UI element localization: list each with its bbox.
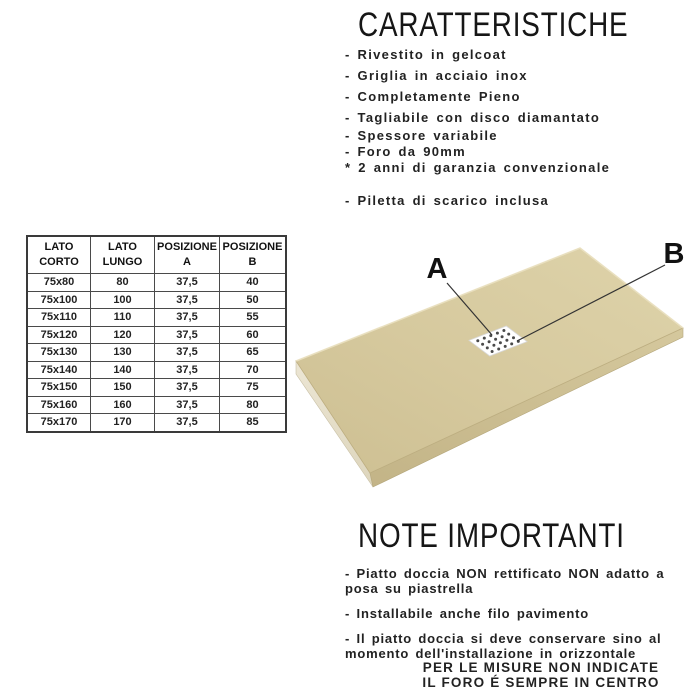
feature-item: - Spessore variabile <box>345 128 498 143</box>
footer-note-line1: PER LE MISURE NON INDICATE <box>422 660 660 675</box>
footer-note <box>385 660 697 690</box>
table-row: 75x150 150 37,5 75 <box>27 379 286 397</box>
table-header-row <box>27 236 286 274</box>
label-b: B <box>663 238 685 270</box>
table-row: 75x130 130 37,5 65 <box>27 344 286 362</box>
shower-tray-diagram <box>270 233 700 510</box>
feature-item: - Tagliabile con disco diamantato <box>345 110 601 125</box>
col-header-lato-corto: LATO CORTO <box>27 236 91 274</box>
note-importanti-title: NOTE IMPORTANTI <box>358 517 625 555</box>
table-row: 75x100 100 37,5 50 <box>27 291 286 309</box>
note-item: - Piatto doccia NON rettificato NON adatto a posa su piastrella <box>345 566 665 596</box>
note-importanti-list <box>345 566 699 671</box>
table-row: 75x120 120 37,5 60 <box>27 326 286 344</box>
feature-item: - Completamente Pieno <box>345 89 521 104</box>
note-item: - Installabile anche filo pavimento <box>345 606 590 621</box>
size-position-table <box>26 235 287 433</box>
table-row: 75x160 160 37,5 80 <box>27 396 286 414</box>
footer-note-line2: IL FORO É SEMPRE IN CENTRO <box>422 675 660 690</box>
note-item: - Il piatto doccia si deve conservare sino al momento dell'installazione in orizzontale <box>345 631 662 661</box>
col-header-posizione-b: POSIZIONE B <box>220 236 287 274</box>
feature-item: - Foro da 90mm <box>345 144 466 159</box>
feature-item: * 2 anni di garanzia convenzionale <box>345 160 611 175</box>
label-a: A <box>426 253 448 285</box>
col-header-lato-lungo: LATO LUNGO <box>91 236 155 274</box>
caratteristiche-title: CARATTERISTICHE <box>358 6 629 44</box>
feature-item: - Griglia in acciaio inox <box>345 68 528 83</box>
table-row: 75x170 170 37,5 85 <box>27 414 286 432</box>
feature-item: - Rivestito in gelcoat <box>345 47 507 62</box>
col-header-posizione-a: POSIZIONE A <box>155 236 220 274</box>
table-row: 75x80 80 37,5 40 <box>27 274 286 292</box>
table-row: 75x140 140 37,5 70 <box>27 361 286 379</box>
caratteristiche-list <box>345 44 697 211</box>
feature-item: - Piletta di scarico inclusa <box>345 193 550 208</box>
table-row: 75x110 110 37,5 55 <box>27 309 286 327</box>
shower-tray-illustration <box>270 233 700 510</box>
